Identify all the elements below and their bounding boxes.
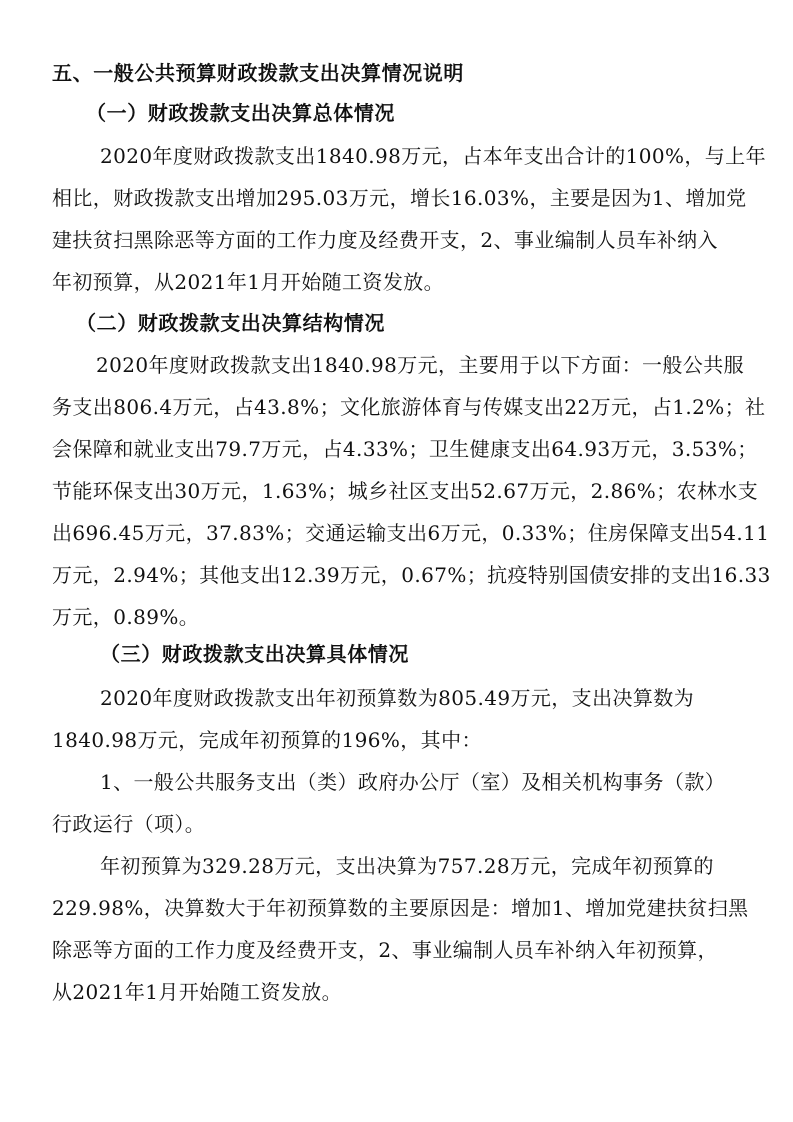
- paragraph-line: 2020年度财政拨款支出1840.98万元，主要用于以下方面：一般公共服: [96, 353, 745, 377]
- paragraph-line: 出696.45万元，37.83%；交通运输支出6万元，0.33%；住房保障支出54.11: [52, 521, 770, 545]
- paragraph-line: 建扶贫扫黑除恶等方面的工作力度及经费开支，2、事业编制人员车补纳入: [52, 228, 718, 252]
- paragraph-line: 行政运行（项）。: [52, 812, 206, 836]
- paragraph-line: 2020年度财政拨款支出1840.98万元，占本年支出合计的100%，与上年: [100, 144, 766, 168]
- paragraph-line: 万元，0.89%。: [52, 605, 200, 629]
- paragraph-line: 229.98%，决算数大于年初预算数的主要原因是：增加1、增加党建扶贫扫黑: [52, 896, 749, 920]
- paragraph-line: 万元，2.94%；其他支出12.39万元，0.67%；抗疫特别国债安排的支出16.33: [52, 563, 771, 587]
- section-title: 五、一般公共预算财政拨款支出决算情况说明: [52, 61, 464, 85]
- subsection-2-heading: （二）财政拨款支出决算结构情况: [76, 311, 385, 335]
- paragraph-line: 会保障和就业支出79.7万元，占4.33%；卫生健康支出64.93万元，3.53%；: [52, 437, 758, 461]
- paragraph-line: 2020年度财政拨款支出年初预算数为805.49万元，支出决算数为: [100, 686, 695, 710]
- paragraph-line: 1840.98万元，完成年初预算的196%，其中：: [52, 728, 482, 752]
- paragraph-line: 除恶等方面的工作力度及经费开支，2、事业编制人员车补纳入年初预算，: [52, 938, 718, 962]
- subsection-1-heading: （一）财政拨款支出决算总体情况: [86, 101, 395, 125]
- paragraph-line: 从2021年1月开始随工资发放。: [52, 980, 343, 1004]
- paragraph-line: 年初预算为329.28万元，支出决算为757.28万元，完成年初预算的: [100, 854, 714, 878]
- paragraph-line: 相比，财政拨款支出增加295.03万元，增长16.03%，主要是因为1、增加党: [52, 186, 747, 210]
- paragraph-line: 节能环保支出30万元，1.63%；城乡社区支出52.67万元，2.86%；农林水支: [52, 479, 759, 503]
- paragraph-line: 1、一般公共服务支出（类）政府办公厅（室）及相关机构事务（款）: [100, 770, 726, 794]
- subsection-3-heading: （三）财政拨款支出决算具体情况: [100, 642, 409, 666]
- paragraph-line: 务支出806.4万元，占43.8%；文化旅游体育与传媒支出22万元，占1.2%；社: [52, 395, 766, 419]
- paragraph-line: 年初预算，从2021年1月开始随工资发放。: [52, 270, 445, 294]
